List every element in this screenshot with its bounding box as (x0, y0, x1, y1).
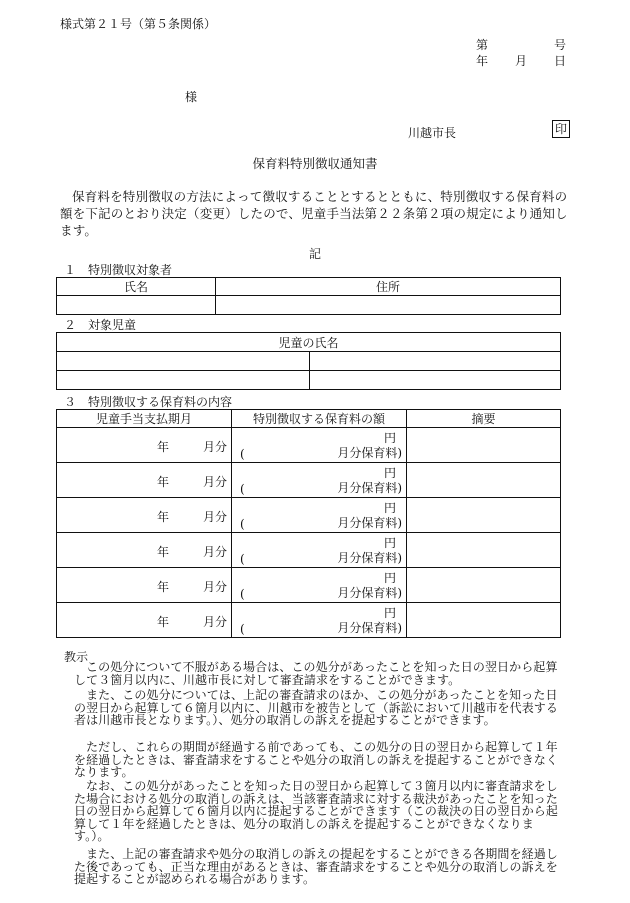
amount-monthly: 月分保育料) (337, 481, 402, 495)
col-address-header: 住所 (216, 278, 561, 296)
amount-monthly: 月分保育料) (337, 446, 402, 460)
amount-cell[interactable] (232, 463, 407, 498)
table-row (57, 568, 561, 603)
table-row (57, 463, 561, 498)
child-name-header: 児童の氏名 (57, 333, 561, 352)
section2-heading: ２ 対象児童 (64, 318, 137, 332)
note-cell[interactable] (407, 603, 561, 638)
amount-monthly: 月分保育料) (337, 551, 402, 565)
document-title: 保育料特別徴収通知書 (252, 156, 378, 171)
amount-cell[interactable] (232, 603, 407, 638)
notice-paragraph-1: この処分について不服がある場合は、この処分があったことを知った日の翌日から起算して３箇月以内に、川越市長に対して審査請求をすることができます。 (74, 660, 558, 687)
amount-cell[interactable] (232, 533, 407, 568)
amount-yen: 円 (383, 431, 396, 445)
issuer: 川越市長 (408, 126, 457, 140)
notice-paragraph-3: ただし、これらの期間が経過する前であっても、この処分の日の翌日から起算して１年を経過したときは、審査請求をすることや処分の取消しの訴えを提起することができなくなります。 (74, 740, 559, 779)
document-number-line (476, 36, 566, 53)
note-cell[interactable] (407, 428, 561, 463)
notice-paragraph-4: なお、この処分があったことを知った日の翌日から起算して３箇月以内に審査請求をした場合における処分の取消しの訴えは、当該審査請求に対する裁決があったことを知った日の翌日から起算して６箇月以内に提起することができます（この裁決の日の翌日から起算して１年を経過したときは、処分の取消しの訴えを提起することができなくなります。）。 (74, 779, 559, 843)
table-row (57, 603, 561, 638)
period-year: 年 (157, 440, 170, 454)
date-month: 月 (514, 54, 527, 68)
seal-mark: 印 (552, 120, 570, 138)
doc-no-go: 号 (553, 38, 566, 52)
period-month: 月分 (203, 475, 228, 489)
intro-paragraph: 保育料を特別徴収の方法によって徴収することとするとともに、特別徴収する保育料の額を下記のとおり決定（変更）したので、児童手当法第２２条第２項の規定により通知します。 (60, 189, 568, 238)
amount-paren: ( (240, 552, 245, 566)
amount-paren: ( (240, 517, 245, 531)
table-row (57, 498, 561, 533)
amount-cell[interactable] (232, 568, 407, 603)
note-cell[interactable] (407, 568, 561, 603)
addressee-suffix: 様 (185, 90, 198, 104)
child-name-cell[interactable] (57, 352, 310, 371)
amount-yen: 円 (383, 536, 396, 550)
period-year: 年 (157, 615, 170, 629)
date-line (476, 52, 566, 69)
amount-paren: ( (240, 482, 245, 496)
child-name-cell[interactable] (310, 352, 561, 371)
period-cell[interactable] (57, 568, 232, 603)
amount-paren: ( (240, 447, 245, 461)
amount-yen: 円 (383, 501, 396, 515)
period-cell[interactable] (57, 428, 232, 463)
form-number: 様式第２１号（第５条関係） (60, 17, 217, 31)
note-cell[interactable] (407, 533, 561, 568)
section3-heading: ３ 特別徴収する保育料の内容 (64, 395, 233, 409)
note-cell[interactable] (407, 463, 561, 498)
child-name-cell[interactable] (310, 371, 561, 390)
date-day: 日 (553, 54, 566, 68)
date-year: 年 (476, 54, 489, 68)
period-year: 年 (157, 545, 170, 559)
period-cell[interactable] (57, 533, 232, 568)
notice-paragraph-2: また、この処分については、上記の審査請求のほか、この処分があったことを知った日の翌日から起算して６箇月以内に、川越市を被告として（訴訟において川越市を代表する者は川越市長となります。）、処分の取消しの訴えを提起することができます。 (74, 688, 559, 727)
section1-heading: １ 特別徴収対象者 (64, 263, 173, 277)
col-name-header: 氏名 (57, 278, 216, 296)
notice-paragraph-5: また、上記の審査請求や処分の取消しの訴えの提起をすることができる各期間を経過した後であっても、正当な理由があるときは、審査請求をすることや処分の取消しの訴えを提起することが認められる場合があります。 (74, 847, 558, 886)
amount-yen: 円 (383, 606, 396, 620)
period-month: 月分 (203, 580, 228, 594)
table-row (57, 428, 561, 463)
col-period-header: 児童手当支払期月 (57, 410, 232, 428)
amount-yen: 円 (383, 466, 396, 480)
doc-no-dai: 第 (476, 38, 489, 52)
amount-monthly: 月分保育料) (337, 621, 402, 635)
period-year: 年 (157, 510, 170, 524)
name-cell[interactable] (57, 296, 216, 315)
period-cell[interactable] (57, 463, 232, 498)
period-cell[interactable] (57, 603, 232, 638)
period-month: 月分 (203, 615, 228, 629)
target-person-table (56, 277, 561, 315)
address-cell[interactable] (216, 296, 561, 315)
amount-monthly: 月分保育料) (337, 586, 402, 600)
amount-paren: ( (240, 587, 245, 601)
amount-cell[interactable] (232, 428, 407, 463)
amount-yen: 円 (383, 571, 396, 585)
ki-heading: 記 (308, 247, 321, 261)
target-child-table (56, 332, 561, 390)
table-row (57, 533, 561, 568)
period-cell[interactable] (57, 498, 232, 533)
period-month: 月分 (203, 510, 228, 524)
fee-content-table (56, 409, 561, 638)
col-amount-header: 特別徴収する保育料の額 (232, 410, 407, 428)
col-note-header: 摘要 (407, 410, 561, 428)
amount-monthly: 月分保育料) (337, 516, 402, 530)
amount-cell[interactable] (232, 498, 407, 533)
period-month: 月分 (203, 545, 228, 559)
child-name-cell[interactable] (57, 371, 310, 390)
amount-paren: ( (240, 622, 245, 636)
period-year: 年 (157, 475, 170, 489)
notice-heading: 教示 (64, 650, 89, 664)
period-year: 年 (157, 580, 170, 594)
period-month: 月分 (203, 440, 228, 454)
note-cell[interactable] (407, 498, 561, 533)
